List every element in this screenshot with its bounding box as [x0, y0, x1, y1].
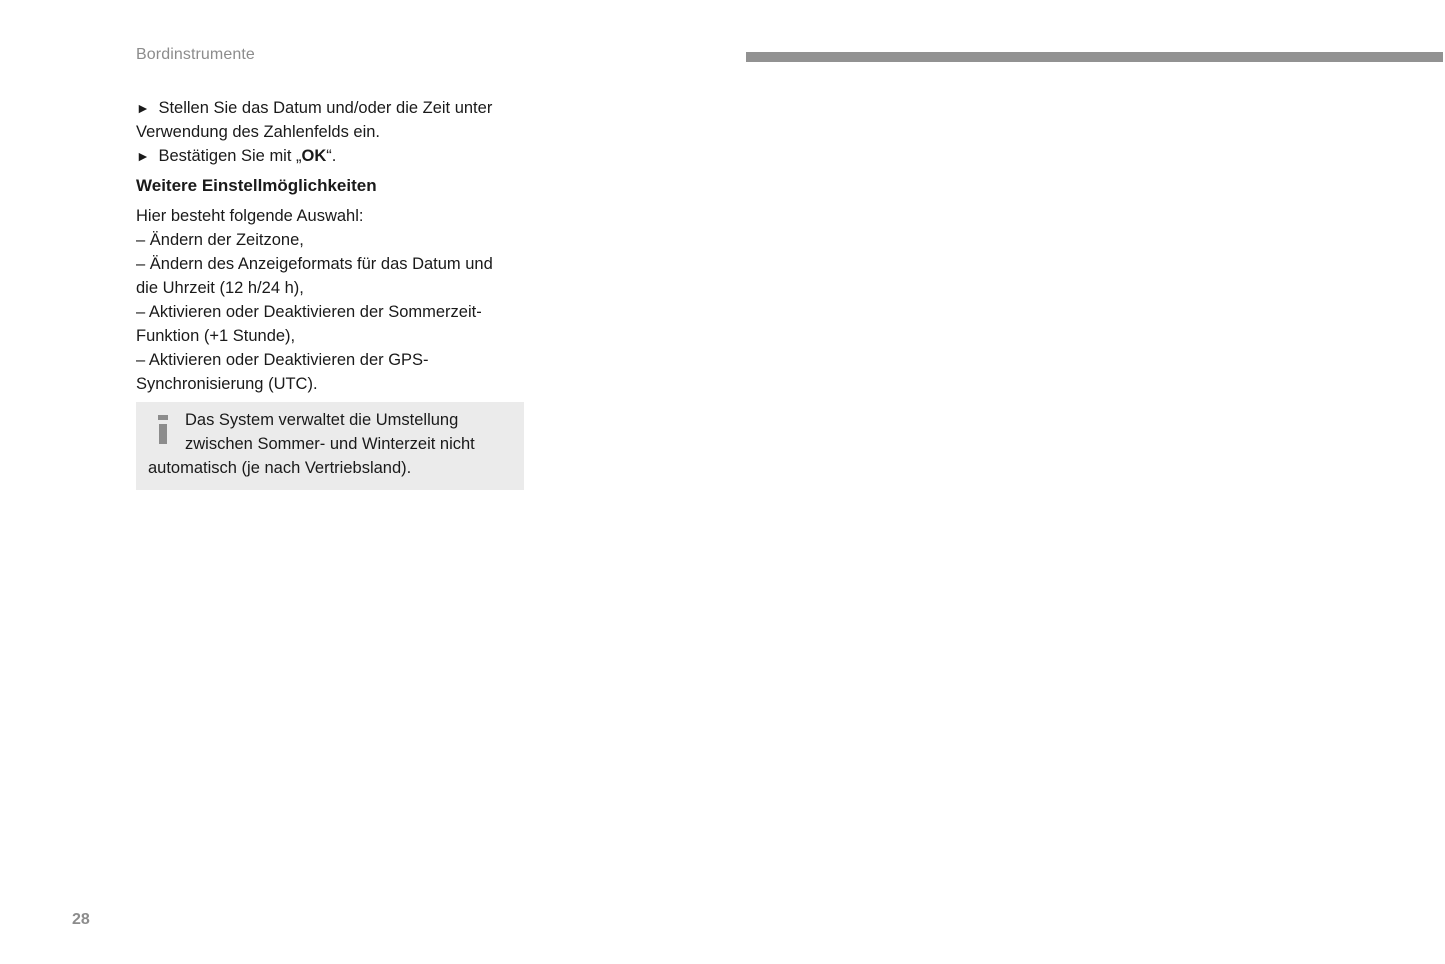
info-icon	[158, 415, 168, 445]
option-line: – Ändern des Anzeigeformats für das Datum und	[136, 255, 493, 273]
note-line-2: zwischen Sommer- und Winterzeit nicht	[185, 435, 475, 453]
arrow-icon: ►	[136, 148, 150, 164]
chapter-bar	[746, 52, 1443, 62]
note-line-1: Das System verwaltet die Umstellung	[185, 411, 459, 429]
section-heading: Weitere Einstellmöglichkeiten	[136, 176, 377, 195]
option-line: die Uhrzeit (12 h/24 h),	[136, 279, 304, 297]
step-2-suffix: “.	[326, 147, 337, 165]
step-1-text-line1: Stellen Sie das Datum und/oder die Zeit unter	[158, 99, 493, 117]
arrow-icon: ►	[136, 100, 150, 116]
note-line-3: automatisch (je nach Vertriebsland).	[148, 459, 412, 477]
option-line: Funktion (+1 Stunde),	[136, 327, 296, 345]
step-1-text-line2: Verwendung des Zahlenfelds ein.	[136, 123, 381, 141]
main-content	[136, 96, 524, 490]
page-number: 28	[72, 911, 90, 928]
step-2-prefix: Bestätigen Sie mit „	[158, 147, 302, 165]
info-note	[136, 402, 524, 490]
option-line: – Aktivieren oder Deaktivieren der Sommerzeit-	[136, 303, 482, 321]
section-header: Bordinstrumente	[136, 46, 255, 63]
ok-label: OK	[301, 147, 327, 165]
option-line: Synchronisierung (UTC).	[136, 375, 318, 393]
option-line: – Ändern der Zeitzone,	[136, 231, 304, 249]
step-1	[136, 96, 524, 120]
option-line: – Aktivieren oder Deaktivieren der GPS-	[136, 351, 429, 369]
step-2	[136, 144, 524, 168]
section-intro: Hier besteht folgende Auswahl:	[136, 207, 364, 225]
